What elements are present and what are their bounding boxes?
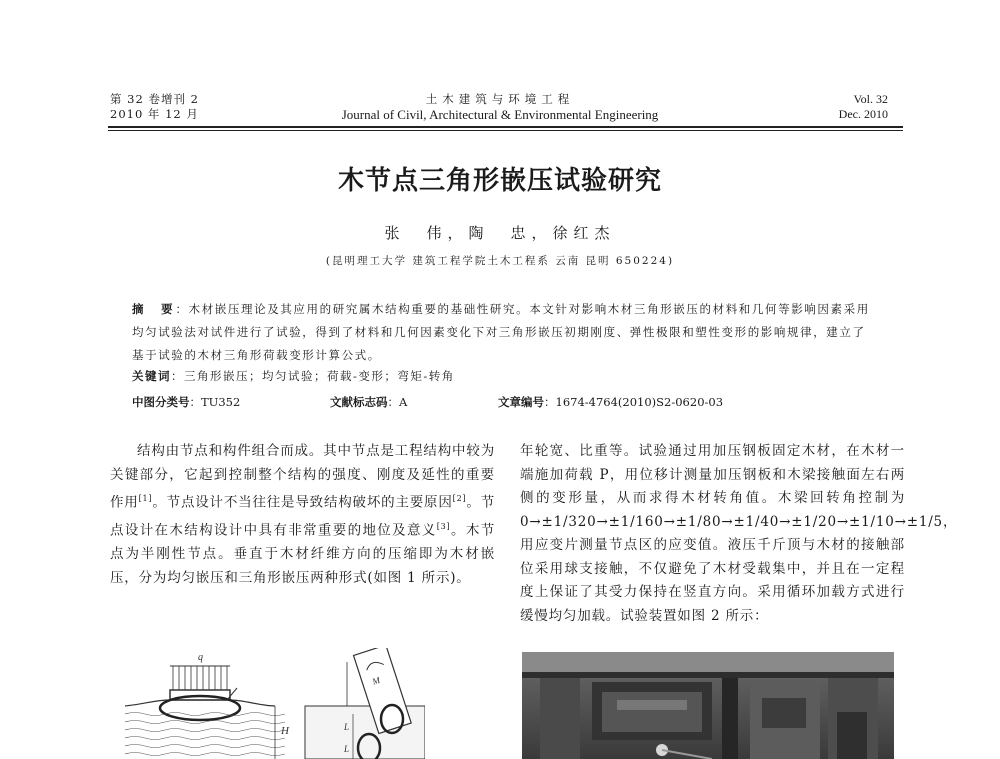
keywords bbox=[132, 368, 455, 384]
doc-value: ：A bbox=[387, 395, 408, 409]
date-cn: 2010 年 12 月 bbox=[110, 107, 199, 121]
date-en: Dec. 2010 bbox=[838, 107, 888, 121]
clc-value: ：TU352 bbox=[189, 395, 241, 409]
header-left bbox=[110, 92, 199, 122]
authors: 张 伟，陶 忠，徐红杰 bbox=[384, 224, 616, 242]
volume-cn: 第 32 卷增刊 2 bbox=[110, 92, 199, 106]
journal-title-cn: 土木建筑与环境工程 bbox=[425, 92, 575, 106]
citation-2: [2] bbox=[452, 494, 467, 503]
method-paragraph: 年轮宽、比重等。试验通过用加压钢板固定木材，在木材一端施加荷载 P，用位移计测量加压钢板和木梁接触面左右两侧的变形量，从而求得木材转角值。木梁回转角控制为 0→±1/320→±1/160→±1/80→±1/40→±1/20→±1/10→±1/5，用应变片测量节点区的应变值。液压千斤顶与木材的接触部位采用球支接触，不仅避免了木材受载集中，并且在一定程度上保证了其受力保持在竖直方向。采用循环加载方式进行缓慢均匀加载。试验装置如图 2 所示： bbox=[520, 443, 958, 624]
body-column-right bbox=[520, 440, 958, 628]
figure-1-diagram bbox=[125, 648, 425, 759]
clc-label: 中图分类号 bbox=[132, 395, 190, 409]
abstract-label: 摘 要 bbox=[132, 302, 176, 316]
article-number bbox=[498, 394, 723, 410]
label-L-2: L bbox=[344, 744, 350, 754]
citation-1: [1] bbox=[138, 494, 153, 503]
abstract-text: ：木材嵌压理论及其应用的研究属木结构重要的基础性研究。本文针对影响木材三角形嵌压的材料和几何等影响因素采用均匀试验法对试件进行了试验，得到了材料和几何因素变化下对三角形嵌压初期刚度、弹性极限和塑性变形的影响规律，建立了基于试验的木材三角形荷载变形计算公式。 bbox=[132, 302, 870, 362]
test-apparatus-photo bbox=[522, 652, 894, 759]
paper-title: 木节点三角形嵌压试验研究 bbox=[337, 166, 662, 196]
clc-number bbox=[132, 394, 240, 410]
keywords-label: 关键词 bbox=[132, 369, 171, 383]
uniform-embedment-sketch bbox=[125, 652, 290, 759]
document-code bbox=[330, 394, 407, 410]
volume-en: Vol. 32 bbox=[853, 92, 888, 106]
article-label: 文章编号 bbox=[498, 395, 544, 409]
intro-paragraph bbox=[110, 440, 495, 590]
header-rule-thick bbox=[108, 126, 903, 128]
article-value: ：1674-4764(2010)S2-0620-03 bbox=[544, 395, 724, 409]
figure-2-photo bbox=[522, 652, 894, 759]
intro-text-2: 。节点设计不当往往是导致结构破坏的主要原因 bbox=[152, 494, 453, 511]
triangular-embedment-sketch bbox=[305, 648, 425, 759]
label-q: q bbox=[198, 652, 203, 663]
label-H: H bbox=[281, 725, 289, 737]
header-rule-thin bbox=[108, 130, 903, 131]
header-center bbox=[300, 92, 700, 122]
doc-label: 文献标志码 bbox=[330, 395, 388, 409]
affiliation: (昆明理工大学 建筑工程学院土木工程系 云南 昆明 650224) bbox=[325, 255, 675, 267]
label-L-1: L bbox=[344, 722, 350, 732]
citation-3: [3] bbox=[436, 522, 451, 531]
journal-title-en: Journal of Civil, Architectural & Environmental Engineering bbox=[341, 107, 659, 122]
label-M: M bbox=[371, 674, 382, 687]
intro-text-1: 结构由节点和构件组合而成。其中节点是工程结构中较为关键部分，它起到控制整个结构的强度、刚度及延性的重要作用 bbox=[110, 443, 495, 511]
body-column-left bbox=[110, 440, 495, 590]
intro-text-4: 。木节点为半刚性节点。垂直于木材纤维方向的压缩即为木材嵌压，分为均匀嵌压和三角形嵌压两种形式(如图 1 所示)。 bbox=[110, 522, 495, 586]
intro-text-3: 。节点设计在木结构设计中具有非常重要的地位及意义 bbox=[110, 494, 495, 539]
keywords-text: ：三角形嵌压；均匀试验；荷载-变形；弯矩-转角 bbox=[171, 369, 455, 383]
header-right bbox=[839, 92, 888, 122]
abstract bbox=[132, 298, 872, 367]
